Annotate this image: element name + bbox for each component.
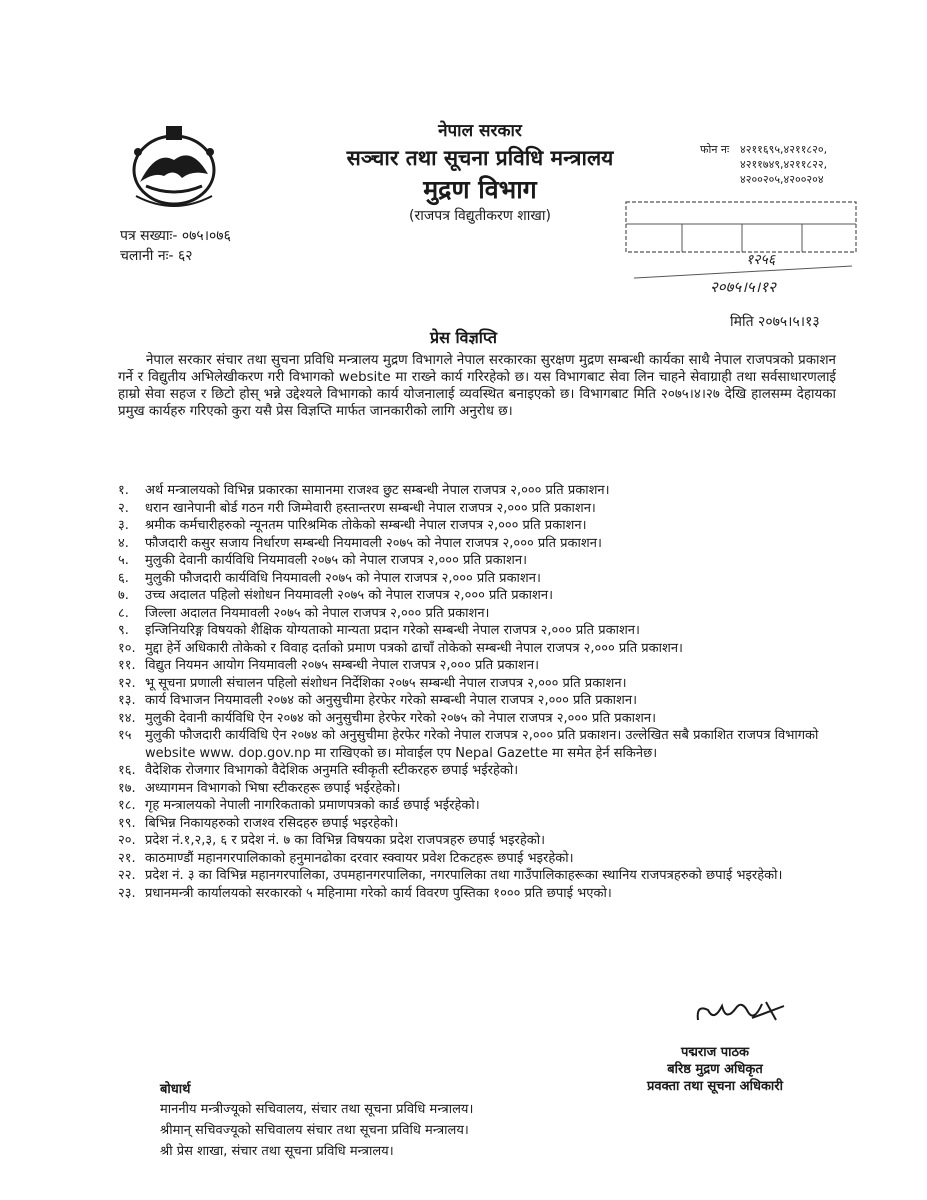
list-item-number: ४. [118,535,129,551]
list-item-number: १४. [118,710,136,726]
list-item [118,517,844,535]
list-item-number: १६. [118,763,136,778]
phone-line: ४२११७४९,४२११८२२, [740,158,828,171]
stamp-date: २०७५।५।१२ [710,278,776,294]
list-item-number: १७. [118,780,136,796]
list-item-number: १. [118,483,129,498]
list-item-text: मुद्दा हेर्ने अधिकारी तोकेको र विवाह दर्ताको प्रमाण पत्रको ढाचाँ तोकेको सम्बन्धी नेपाल राजपत्र २,००० प्रति प्रकाशन। [145,640,683,656]
page-title: प्रेस विज्ञप्ति [430,328,497,347]
list-item-number: २२. [118,868,136,883]
list-item [118,605,844,623]
list-item-number: ६. [118,570,129,586]
list-item [118,710,844,728]
list-item-text: बिभिन्न निकायहरुको राजश्व रसिदहरु छपाई भइरहेको। [145,815,399,831]
list-item-text: कार्य विभाजन नियमावली २०७४ को अनुसुचीमा हेरफेर गरेको सम्बन्धी नेपाल राजपत्र २,००० प्रति प्रकाशन। [145,693,638,708]
list-item [118,762,844,780]
list-item-text: गृह मन्त्रालयको नेपाली नागरिकताको प्रमाणपत्रको कार्ड छपाई भईरहेको। [145,798,480,813]
list-item-text: प्रदेश नं. ३ का विभिन्न महानगरपालिका, उपमहानगरपालिका, नगरपालिका तथा गाउँपालिकाहरूका स्थानिय राजपत्रहरुको छपाई भइरहेको। [145,868,783,883]
list-item [118,640,844,658]
cc-item: माननीय मन्त्रीज्यूको सचिवालय, संचार तथा सूचना प्रविधि मन्त्रालय। [160,1102,474,1117]
government-name: नेपाल सरकार [438,121,522,141]
list-item [118,657,844,675]
list-item [118,780,844,798]
list-item-text: भू सूचना प्रणाली संचालन पहिलो संशोधन निर्देशिका २०७५ सम्बन्धी नेपाल राजपत्र २,००० प्रति प्रकाशन। [145,675,627,691]
list-item [118,692,844,710]
signer-post: बरिष्ठ मुद्रण अधिकृत [667,1062,763,1077]
cc-list [160,1099,473,1162]
cc-label: बोधार्थ [160,1082,191,1097]
list-item-text: उच्च अदालत पहिलो संशोधन नियमावली २०७५ को नेपाल राजपत्र २,००० प्रति प्रकाशन। [145,588,554,603]
list-item [118,587,844,605]
list-item [118,622,844,640]
nepal-emblem-icon [126,124,222,210]
receipt-stamp [622,194,860,294]
list-item-number: ५. [118,553,129,568]
list-item [118,885,844,903]
list-item [118,500,844,518]
phone-line: ४२००२०५,४२००२०४ [740,173,824,186]
department-name: मुद्रण विभाग [423,175,537,204]
list-item-number: २०. [118,833,136,848]
list-item-text: धरान खानेपानी बोर्ड गठन गरी जिम्मेवारी हस्तान्तरण सम्बन्धी नेपाल राजपत्र २,००० प्रति प्रकाशन। [145,500,596,516]
list-item [118,535,844,553]
list-item-number: ८. [118,605,129,621]
cc-item: श्री प्रेस शाखा, संचार तथा सूचना प्रविधि मन्त्रालय। [160,1144,394,1159]
list-item-number: १५ [118,728,132,743]
letter-number: पत्र सख्याः- ०७५।०७६ [120,228,231,244]
ministry-name: सञ्चार तथा सूचना प्रविधि मन्त्रालय [346,146,614,170]
letter-date: मिति २०७५।५।१३ [730,314,820,330]
list-item [118,832,844,850]
list-item [118,675,844,693]
branch-name: (राजपत्र विद्युतीकरण शाखा) [409,208,551,224]
list-item-number: १८. [118,798,136,813]
phone-line: ४२११६९५,४२११८२०, [740,143,828,156]
signer-name: पद्मराज पाठक [680,1045,750,1060]
list-item-text: प्रदेश नं.१,२,३, ६ र प्रदेश नं. ७ का विभिन्न विषयका प्रदेश राजपत्रहरु छपाई भइरहेको। [145,833,546,848]
phone-label: फोन नः [700,143,730,156]
list-item-text: जिल्ला अदालत नियमावली २०७५ को नेपाल राजपत्र २,००० प्रति प्रकाशन। [145,605,490,621]
signer-block [600,1044,830,1095]
list-item-number: ९. [118,623,129,638]
list-item [118,850,844,868]
list-item [118,867,844,885]
list-item-text: फौजदारी कसुर सजाय निर्धारण सम्बन्धी नियमावली २०७५ को नेपाल राजपत्र २,००० प्रति प्रकाशन। [145,535,602,551]
list-item-number: २३. [118,885,136,901]
list-item-number: १०. [118,640,136,656]
list-item-text: मुलुकी देवानी कार्यविधि नियमावली २०७५ को नेपाल राजपत्र २,००० प्रति प्रकाशन। [145,553,527,568]
list-item-text: अध्यागमन विभागको भिषा स्टीकरहरू छपाई भईरहेको। [145,780,401,796]
list-item-text: अर्थ मन्त्रालयको विभिन्न प्रकारका सामानमा राजश्व छुट सम्बन्धी नेपाल राजपत्र २,००० प्रति प्रकाशन। [145,483,610,498]
list-item-text: श्रमीक कर्मचारीहरुको न्यूनतम पारिश्रमिक तोकेको सम्बन्धी नेपाल राजपत्र २,००० प्रति प्रकाशन। [145,518,587,533]
list-item-text: मुलुकी फौजदारी कार्यविधि ऐन २०७४ को अनुसुचीमा हेरफेर गरेको नेपाल राजपत्र २,००० प्रति प्रकाशन। उल्लेखित सबै प्रकाशित राजपत्र विभागको website www. dop.gov.np मा राखिएको छ। मोवाईल एप Nepal Gazette मा समेत हेर्न सकिनेछ। [145,728,819,761]
list-item-number: २. [118,500,129,516]
activity-list [118,482,844,902]
intro-paragraph: नेपाल सरकार संचार तथा सुचना प्रविधि मन्त्रालय मुद्रण विभागले नेपाल सरकारका सुरक्षण मुद्रण सम्बन्धी कार्यका साथै नेपाल राजपत्रको प्रकाशन गर्ने र विद्युतीय अभिलेखीकरण गरी विभागको website मा राख्ने कार्य गरिरहेको छ। यस विभागबाट सेवा लिन चाहने सेवाग्राही तथा सर्वसाधारणलाई हाम्रो सेवा सहज र छिटो होस् भन्ने उद्देश्यले विभागको कार्य योजनालाई व्यवस्थित बनाइएको छ। विभागबाट मिति २०७५।४।२७ देखि हालसम्म देहायका प्रमुख कार्यहरु गरिएको कुरा यसै प्रेस विज्ञप्ति मार्फत जानकारीको लागि अनुरोध छ। [118,353,836,419]
list-item-number: ३. [118,518,129,533]
phone-block [700,142,827,187]
list-item-text: काठमाण्डौं महानगरपालिकाको हनुमानढोका दरवार स्क्वायर प्रवेश टिकटहरू छपाई भइरहेको। [145,850,574,866]
list-item [118,570,844,588]
list-item-number: १९. [118,815,136,831]
list-item-number: ७. [118,588,129,603]
signature-icon [692,992,788,1032]
list-item-text: विद्युत नियमन आयोग नियमावली २०७५ सम्बन्धी नेपाल राजपत्र २,००० प्रति प्रकाशन। [145,658,539,673]
list-item [118,727,844,762]
list-item [118,815,844,833]
list-item [118,552,844,570]
list-item-number: १३. [118,693,136,708]
list-item [118,797,844,815]
cc-item: श्रीमान् सचिवज्यूको सचिवालय संचार तथा सूचना प्रविधि मन्त्रालय। [160,1123,469,1138]
list-item [118,482,844,500]
list-item-number: २१. [118,850,136,866]
signer-post: प्रवक्ता तथा सूचना अधिकारी [647,1079,783,1094]
list-item-number: १२. [118,675,136,691]
list-item-text: प्रधानमन्त्री कार्यालयको सरकारको ५ महिनामा गरेको कार्य विवरण पुस्तिका १००० प्रति छपाई भएको। [145,885,612,901]
list-item-text: मुलुकी फौजदारी कार्यविधि नियमावली २०७५ को नेपाल राजपत्र २,००० प्रति प्रकाशन। [145,570,541,586]
list-item-text: वैदेशिक रोजगार विभागको वैदेशिक अनुमति स्वीकृती स्टीकरहरु छपाई भईरहेको। [145,763,519,778]
list-item-text: इन्जिनियरिङ्ग विषयको शैक्षिक योग्यताको मान्यता प्रदान गरेको सम्बन्धी नेपाल राजपत्र २,००० प्रति प्रकाशन। [145,623,640,638]
dispatch-number: चलानी नः- ६२ [120,248,193,264]
stamp-number: १२५६ [746,252,776,268]
list-item-text: मुलुकी देवानी कार्यविधि ऐन २०७४ को अनुसुचीमा हेरफेर गरेको २०७५ को नेपाल राजपत्र २,००० प्रति प्रकाशन। [145,710,657,726]
list-item-number: ११. [118,658,136,673]
